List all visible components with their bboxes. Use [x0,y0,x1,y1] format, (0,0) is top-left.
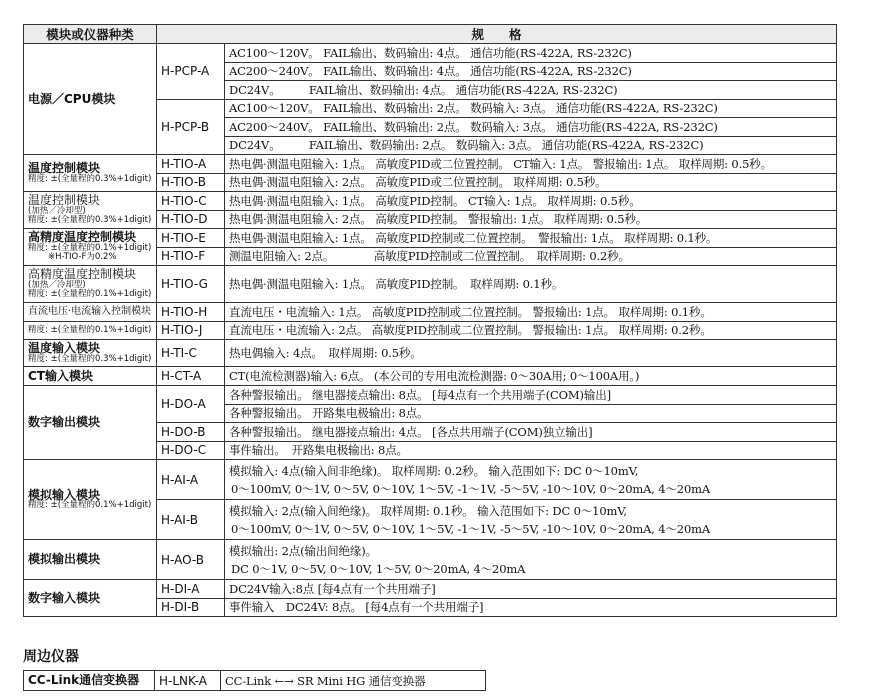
spec-cell: 模拟输入: 4点(输入间非绝缘)。 取样周期: 0.2秒。 输入范围如下: DC 0～10mV, 0～100mV, 0～1V, 0～5V, 0～10V, 1～5V, -1～1V, -5～5V, -10～10V, 0～20mA, 4～20mA [225,460,837,500]
spec-cell: 模拟输出: 2点(输出间绝缘)。 DC 0～1V, 0～5V, 0～10V, 1～5V, 0～20mA, 4～20mA [225,540,837,580]
table-row [24,340,837,367]
spec-cell: AC100～120V。 FAIL输出、数码输出: 4点。 通信功能(RS-422A, RS-232C) [225,44,837,63]
category-cell: 数字输入模块 [24,580,157,617]
model-cell: H-DO-C [157,441,225,460]
spec-cell: 热电偶·测温电阻输入: 1点。 高敏度PID控制或二位置控制。 警报输出: 1点。 取样周期: 0.1秒。 [225,229,837,248]
table-row [24,671,486,691]
table-row [24,460,837,500]
model-cell: H-TI-C [157,340,225,367]
header-module: 模块或仪器种类 [24,25,157,44]
category-cell: 模拟输出模块 [24,540,157,580]
peripheral-section-title: 周边仪器 [23,649,79,665]
category-cell: 高精度温度控制模块 精度: ±(全量程的0.1%+1digit) ※H-TIO-F为0.2% [24,229,157,266]
model-cell: H-TIO-G [157,266,225,303]
model-cell: H-DI-B [157,598,225,617]
category-cell: CC-Link通信变换器 [24,671,155,691]
model-cell: H-DO-A [157,386,225,423]
table-row [24,540,837,580]
model-cell: H-TIO-A [157,155,225,174]
category-cell: 数字输出模块 [24,386,157,460]
model-cell: H-TIO-E [157,229,225,248]
model-cell: H-CT-A [157,367,225,386]
model-cell: H-AI-B [157,500,225,540]
spec-cell: 事件输出。 开路集电极输出: 8点。 [225,441,837,460]
spec-cell: AC100～120V。 FAIL输出、数码输出: 2点。 数码输入: 3点。 通信功能(RS-422A, RS-232C) [225,99,837,118]
model-cell: H-TIO-H [157,303,225,322]
table-row [24,266,837,303]
category-cell: 温度控制模块 精度: ±(全量程的0.3%+1digit) [24,155,157,192]
table-row [24,229,837,248]
spec-cell: 热电偶输入: 4点。 取样周期: 0.5秒。 [225,340,837,367]
spec-cell: CT(电流检测器)输入: 6点。 (本公司的专用电流检测器: 0～30A用; 0～100A用。) [225,367,837,386]
spec-cell: 热电偶·测温电阻输入: 2点。 高敏度PID或二位置控制。 取样周期: 0.5秒。 [225,173,837,192]
peripheral-table [23,670,486,691]
table-row [24,367,837,386]
spec-cell: 各种警报输出。 继电器接点输出: 8点。 [每4点有一个共用端子(COM)输出] [225,386,837,405]
model-cell: H-DO-B [157,423,225,442]
spec-cell: 测温电阻输入: 2点。 高敏度PID控制或二位置控制。 取样周期: 0.2秒。 [225,247,837,266]
spec-cell: 各种警报输出。 继电器接点输出: 4点。 [各点共用端子(COM)独立输出] [225,423,837,442]
spec-cell: DC24V。 FAIL输出、数码输出: 4点。 通信功能(RS-422A, RS-232C) [225,81,837,100]
model-cell: H-PCP-B [157,99,225,155]
spec-cell: 模拟输入: 2点(输入间绝缘)。 取样周期: 0.1秒。 输入范围如下: DC 0～10mV, 0～100mV, 0～1V, 0～5V, 0～10V, 1～5V, -1～1V, -5～5V, -10～10V, 0～20mA, 4～20mA [225,500,837,540]
category-cell: 模拟输入模块 精度: ±(全量程的0.1%+1digit) [24,460,157,540]
category-cell: 高精度温度控制模块 (加热／冷却型) 精度: ±(全量程的0.1%+1digit) [24,266,157,303]
spec-cell: 直流电压・电流输入: 2点。 高敏度PID控制或二位置控制。 警报输出: 1点。 取样周期: 0.2秒。 [225,321,837,340]
table-row [24,44,837,63]
table-row [24,580,837,599]
spec-cell: CC-Link ←→ SR Mini HG 通信变换器 [221,671,486,691]
model-cell: H-AI-A [157,460,225,500]
spec-cell: DC24V。 FAIL输出、数码输出: 2点。 数码输入: 3点。 通信功能(RS-422A, RS-232C) [225,136,837,155]
category-cell: 温度输入模块 精度: ±(全量程的0.3%+1digit) [24,340,157,367]
header-spec: 规 格 [157,25,837,44]
spec-cell: 各种警报输出。 开路集电极输出: 8点。 [225,404,837,423]
model-cell: H-TIO-B [157,173,225,192]
category-cell: CT输入模块 [24,367,157,386]
model-cell: H-DI-A [157,580,225,599]
model-cell: H-LNK-A [155,671,221,691]
module-spec-table [23,24,837,617]
category-cell: 直流电压·电流输入控制模块 [24,303,157,322]
category-cell: 电源／CPU模块 [24,44,157,155]
spec-cell: 事件输入 DC24V: 8点。 [每4点有一个共用端子] [225,598,837,617]
model-cell: H-TIO-C [157,192,225,211]
table-header-row [24,25,837,44]
category-cell: 精度: ±(全量程的0.1%+1digit) [24,321,157,340]
spec-cell: AC200～240V。 FAIL输出、数码输出: 4点。 通信功能(RS-422A, RS-232C) [225,62,837,81]
model-cell: H-TIO-F [157,247,225,266]
spec-cell: AC200～240V。 FAIL输出、数码输出: 2点。 数码输入: 3点。 通信功能(RS-422A, RS-232C) [225,118,837,137]
table-row [24,303,837,322]
model-cell: H-AO-B [157,540,225,580]
model-cell: H-PCP-A [157,44,225,100]
model-cell: H-TIO-J [157,321,225,340]
spec-cell: 热电偶·测温电阻输入: 1点。 高敏度PID控制。 CT输入: 1点。 取样周期: 0.5秒。 [225,192,837,211]
spec-cell: 直流电压・电流输入: 1点。 高敏度PID控制或二位置控制。 警报输出: 1点。 取样周期: 0.1秒。 [225,303,837,322]
category-cell: 温度控制模块 (加热／冷却型) 精度: ±(全量程的0.3%+1digit) [24,192,157,229]
table-row [24,386,837,405]
spec-cell: 热电偶·测温电阻输入: 2点。 高敏度PID控制。 警报输出: 1点。 取样周期: 0.5秒。 [225,210,837,229]
table-row [24,155,837,174]
table-row [24,192,837,211]
spec-cell: DC24V输入:8点 [每4点有一个共用端子] [225,580,837,599]
spec-cell: 热电偶·测温电阻输入: 1点。 高敏度PID控制。 取样周期: 0.1秒。 [225,266,837,303]
spec-cell: 热电偶·测温电阻输入: 1点。 高敏度PID或二位置控制。 CT输入: 1点。 警报输出: 1点。 取样周期: 0.5秒。 [225,155,837,174]
model-cell: H-TIO-D [157,210,225,229]
table-row [24,321,837,340]
